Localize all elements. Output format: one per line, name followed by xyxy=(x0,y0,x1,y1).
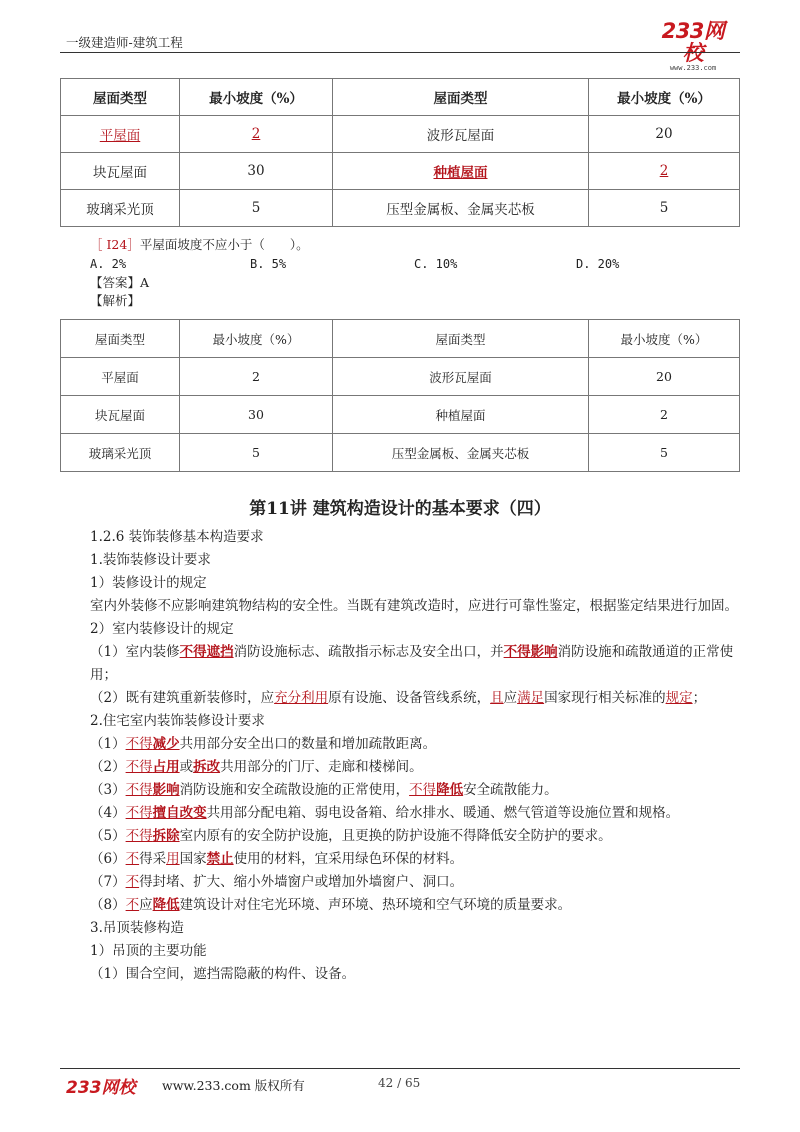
slope-table-2 xyxy=(60,319,740,472)
highlight-text: 不得 xyxy=(125,805,153,821)
rule-item xyxy=(66,779,740,802)
table-header-cell: 最小坡度（%） xyxy=(180,320,333,358)
paragraph: 室内外装修不应影响建筑物结构的安全性。当既有建筑改造时，应进行可靠性鉴定，根据鉴定结果进行加固。 xyxy=(90,598,738,614)
subsection-heading: 1）吊顶的主要功能 xyxy=(90,943,207,959)
highlight-text: 不 xyxy=(125,874,140,890)
table-cell: 压型金属板、金属夹芯板 xyxy=(333,434,589,472)
table-row xyxy=(61,153,740,190)
highlight-text: 拆除 xyxy=(152,828,180,844)
text: 消防设施和安全疏散设施的正常使用， xyxy=(179,782,410,798)
highlight-text: 占用 xyxy=(152,759,180,775)
table-row xyxy=(61,434,740,472)
highlight-text: 用 xyxy=(166,851,180,867)
course-header: 一级建造师-建筑工程 xyxy=(66,35,183,50)
table-row xyxy=(61,358,740,396)
option-b: B. 5% xyxy=(250,256,287,271)
text: （1）室内装修 xyxy=(90,644,180,660)
slope-table-1 xyxy=(60,78,740,227)
subsection-heading: 1.装饰装修设计要求 xyxy=(90,552,211,568)
text: 应 xyxy=(503,690,518,706)
subsection-heading: 2.住宅室内装饰装修设计要求 xyxy=(90,713,265,729)
rule-item: （1）围合空间，遮挡需隐蔽的构件、设备。 xyxy=(90,966,356,982)
text: （5） xyxy=(90,828,126,844)
table-row xyxy=(61,116,740,153)
text: （1） xyxy=(90,736,126,752)
highlight-text: 种植屋面 xyxy=(433,165,488,181)
text: 安全疏散能力。 xyxy=(463,782,558,798)
highlight-text: 不 xyxy=(125,851,140,867)
table-cell: 波形瓦屋面 xyxy=(333,358,589,396)
text: 国家现行相关标准的 xyxy=(544,690,666,706)
table-cell xyxy=(61,116,180,153)
table-cell: 20 xyxy=(589,116,740,153)
section-title: 第11讲 建筑构造设计的基本要求（四） xyxy=(249,499,551,519)
subsection-heading: 1）装修设计的规定 xyxy=(90,575,207,591)
subsection-heading: 3.吊顶装修构造 xyxy=(90,920,184,936)
highlight-text: 平屋面 xyxy=(99,128,141,144)
highlight-text: 影响 xyxy=(152,782,180,798)
question-number: ［ I24］ xyxy=(90,237,140,252)
highlight-text: 不得遮挡 xyxy=(179,644,234,660)
highlight-text: 不得 xyxy=(125,782,153,798)
table-header-cell: 屋面类型 xyxy=(333,79,589,116)
analysis-label: 【解析】 xyxy=(90,293,141,308)
table-cell: 5 xyxy=(180,190,333,227)
rule-item xyxy=(66,802,740,825)
rule-item xyxy=(66,825,740,848)
highlight-text: 降低 xyxy=(152,897,180,913)
highlight-text: 减少 xyxy=(152,736,180,752)
text: 或 xyxy=(179,759,194,775)
table-cell: 2 xyxy=(589,396,740,434)
brand-logo xyxy=(652,20,734,72)
text: 共用部分配电箱、弱电设备箱、给水排水、暖通、燃气管道等设施位置和规格。 xyxy=(206,805,680,821)
highlight-text: 不得 xyxy=(125,759,153,775)
highlight-text: 2 xyxy=(659,163,669,179)
text: （8） xyxy=(90,897,126,913)
table-cell xyxy=(180,116,333,153)
section-body xyxy=(66,526,740,986)
highlight-text: 不得 xyxy=(409,782,437,798)
table-header-cell: 最小坡度（%） xyxy=(589,320,740,358)
highlight-text: 不 xyxy=(125,897,140,913)
question-options xyxy=(90,255,740,274)
rule-item xyxy=(66,733,740,756)
highlight-text: 满足 xyxy=(517,690,545,706)
rule-item xyxy=(66,687,740,710)
table-header-row xyxy=(61,79,740,116)
text: 共用部分的门厅、走廊和楼梯间。 xyxy=(220,759,423,775)
highlight-text: 拆改 xyxy=(193,759,221,775)
table-cell: 5 xyxy=(180,434,333,472)
header-divider xyxy=(60,52,740,53)
rule-item xyxy=(66,894,740,917)
highlight-text: 规定 xyxy=(665,690,693,706)
text: 应 xyxy=(139,897,153,913)
table-cell: 压型金属板、金属夹芯板 xyxy=(333,190,589,227)
subsection-heading: 1.2.6 装饰装修基本构造要求 xyxy=(90,529,264,545)
text: 消防设施标志、疏散指示标志及安全出口，并 xyxy=(233,644,504,660)
footer-copyright: www.233.com 版权所有 xyxy=(162,1078,305,1093)
text: ； xyxy=(692,690,707,706)
table-cell xyxy=(589,153,740,190)
text: 得采 xyxy=(139,851,167,867)
text: （7） xyxy=(90,874,126,890)
highlight-text: 禁止 xyxy=(206,851,234,867)
highlight-text: 充分利用 xyxy=(274,690,329,706)
practice-question xyxy=(90,236,740,311)
highlight-text: 且 xyxy=(490,690,504,706)
table-header-cell: 最小坡度（%） xyxy=(589,79,740,116)
table-cell xyxy=(333,153,589,190)
table-cell: 5 xyxy=(589,434,740,472)
text: （2）既有建筑重新装修时，应 xyxy=(90,690,275,706)
table-cell: 波形瓦屋面 xyxy=(333,116,589,153)
subsection-heading: 2）室内装修设计的规定 xyxy=(90,621,234,637)
question-text: 平屋面坡度不应小于（ ）。 xyxy=(139,237,309,252)
answer-line: 【答案】A xyxy=(90,274,150,290)
option-c: C. 10% xyxy=(414,256,458,271)
table-header-cell: 屋面类型 xyxy=(333,320,589,358)
rule-item xyxy=(66,756,740,779)
logo-text: 233网校 xyxy=(661,19,725,65)
logo-url: www.233.com xyxy=(669,64,717,72)
table-cell: 2 xyxy=(180,358,333,396)
footer-logo: 233网校 xyxy=(66,1078,136,1098)
text: （2） xyxy=(90,759,126,775)
table-cell: 种植屋面 xyxy=(333,396,589,434)
table-cell: 块瓦屋面 xyxy=(61,396,180,434)
text: 使用的材料，宜采用绿色环保的材料。 xyxy=(233,851,464,867)
rule-item xyxy=(66,871,740,894)
highlight-text: 不得 xyxy=(125,736,153,752)
text: 得封堵、扩大、缩小外墙窗户或增加外墙窗户、洞口。 xyxy=(139,874,464,890)
table-cell: 玻璃采光顶 xyxy=(61,434,180,472)
table-header-row xyxy=(61,320,740,358)
text: 消防设施和疏散通道的正常使用； xyxy=(90,644,734,683)
question-stem xyxy=(90,236,740,255)
table-header-cell: 最小坡度（%） xyxy=(180,79,333,116)
highlight-text: 不得 xyxy=(125,828,153,844)
table-row xyxy=(61,396,740,434)
footer-divider xyxy=(60,1068,740,1069)
text: 室内原有的安全防护设施，且更换的防护设施不得降低安全防护的要求。 xyxy=(179,828,612,844)
table-row xyxy=(61,190,740,227)
table-cell: 30 xyxy=(180,153,333,190)
rule-item xyxy=(66,641,740,687)
option-d: D. 20% xyxy=(576,256,620,271)
page-number: 42 / 65 xyxy=(378,1076,421,1090)
table-cell: 块瓦屋面 xyxy=(61,153,180,190)
rule-item xyxy=(66,848,740,871)
text: 建筑设计对住宅光环境、声环境、热环境和空气环境的质量要求。 xyxy=(179,897,572,913)
text: （4） xyxy=(90,805,126,821)
highlight-text: 降低 xyxy=(436,782,464,798)
text: 共用部分安全出口的数量和增加疏散距离。 xyxy=(179,736,437,752)
text: （3） xyxy=(90,782,126,798)
table-cell: 玻璃采光顶 xyxy=(61,190,180,227)
table-cell: 平屋面 xyxy=(61,358,180,396)
table-cell: 5 xyxy=(589,190,740,227)
table-header-cell: 屋面类型 xyxy=(61,320,180,358)
text: 原有设施、设备管线系统， xyxy=(328,690,491,706)
text: 国家 xyxy=(179,851,207,867)
text: （6） xyxy=(90,851,126,867)
highlight-text: 不得影响 xyxy=(503,644,558,660)
table-header-cell: 屋面类型 xyxy=(61,79,180,116)
table-cell: 30 xyxy=(180,396,333,434)
option-a: A. 2% xyxy=(90,256,127,271)
highlight-text: 擅自改变 xyxy=(152,805,207,821)
highlight-text: 2 xyxy=(251,126,261,142)
table-cell: 20 xyxy=(589,358,740,396)
